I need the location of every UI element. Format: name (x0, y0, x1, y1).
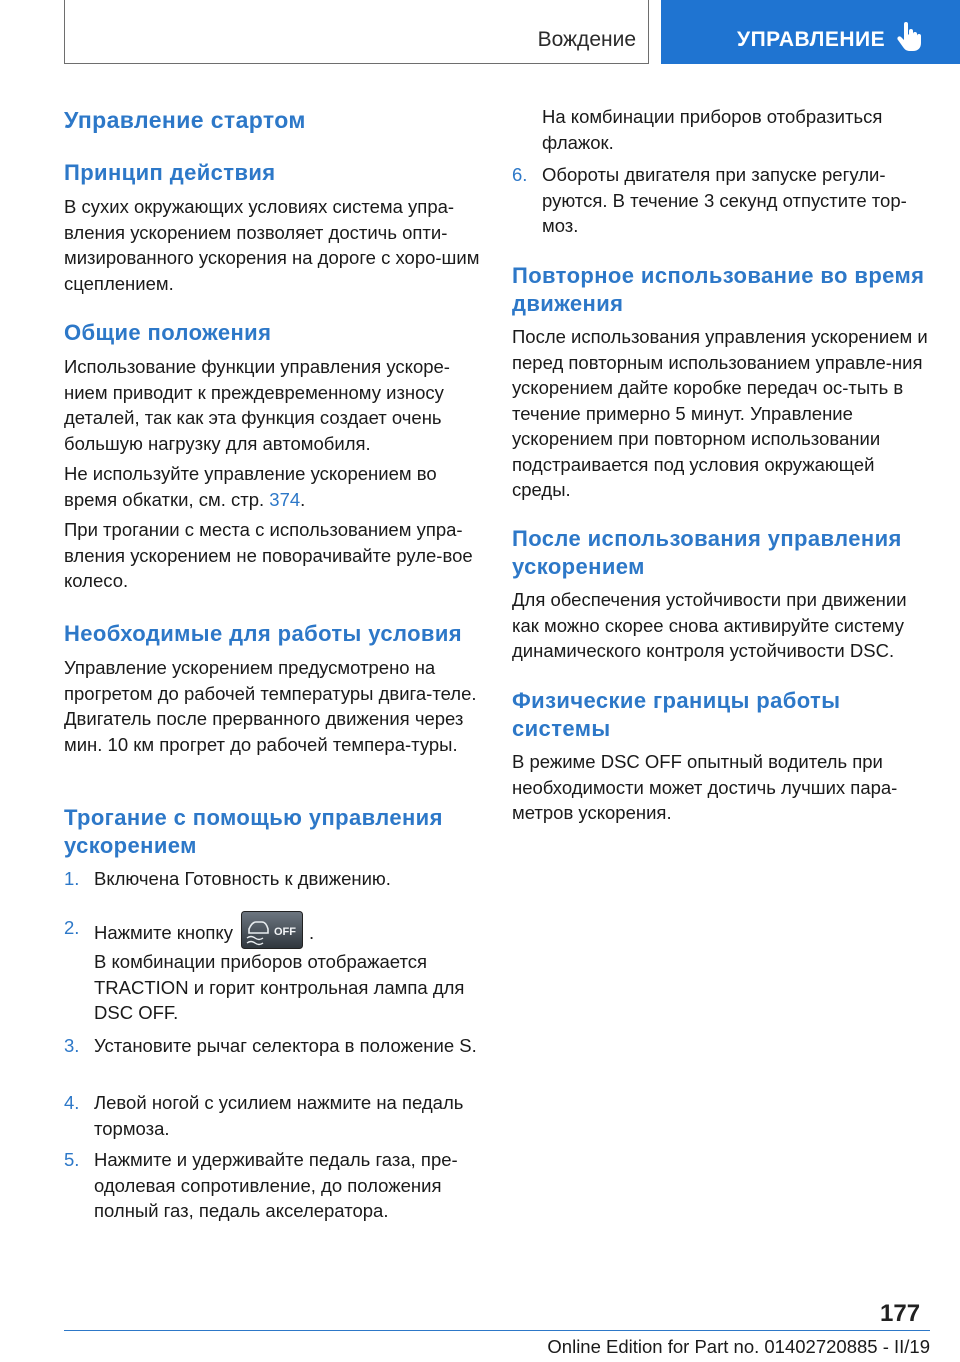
header-section-label: Вождение (537, 28, 636, 51)
reuse-text: После использования управления ускорением и перед повторным использованием управле-ния ускорением дайте коробке передач ос-тыть в течение примерно 5 минут. Управление ускорением при повторном использовании подстраивается под условия окружающей среды. (512, 326, 928, 500)
step-text: Нажмите и удерживайте педаль газа, пре-одолевая сопротивление, до положения полный газ, педаль акселератора. (94, 1149, 458, 1221)
step-text: Левой ногой с усилием нажмите на педаль тормоза. (94, 1092, 464, 1139)
heading-startoff: Трогание с помощью управления ускорением (64, 805, 443, 858)
footer-edition: Online Edition for Part no. 01402720885 - II/19 (547, 1336, 930, 1357)
dsc-off-button-icon (241, 911, 303, 949)
step-text (94, 915, 480, 953)
step-2-text-after: . (308, 921, 315, 943)
step-number: 5. (64, 1149, 80, 1170)
step-text: Обороты двигателя при запуске регули-руются. В течение 3 секунд отпустите тор-моз. (542, 164, 907, 236)
header-chapter-tab (661, 0, 960, 64)
heading-after: После использования управления ускорением (512, 526, 902, 579)
step-text: Включена Готовность к движению. (94, 868, 391, 889)
header-chapter-label: УПРАВЛЕНИЕ (737, 28, 886, 51)
general-text-1: Использование функции управления ускоре-нием приводит к преждевременному износу деталей, так как эта функция создает очень большую нагрузку для автомобиля. (64, 356, 450, 454)
heading-general: Общие положения (64, 320, 272, 345)
dsc-off-icon-label: OFF (273, 926, 296, 938)
heading-conditions: Необходимые для работы условия (64, 621, 462, 646)
heading-principle: Принцип действия (64, 160, 276, 185)
step-number: 1. (64, 868, 80, 889)
step-2-text-before: Нажмите кнопку (94, 921, 233, 943)
heading-limits: Физические границы работы системы (512, 688, 841, 741)
step-number: 4. (64, 1092, 80, 1113)
general-text-2-main: Не используйте управление ускорением во время обкатки, см. стр. (64, 463, 437, 510)
footer-divider (64, 1330, 930, 1331)
step-text: Установите рычаг селектора в положение S. (94, 1035, 477, 1056)
page-number: 177 (880, 1300, 921, 1327)
heading-reuse: Повторное использование во время движения (512, 263, 925, 316)
principle-text: В сухих окружающих условиях система упра-вления ускорением позволяет достичь опти-мизированного ускорения на дороге с хоро-шим сцеплением. (64, 196, 480, 294)
page-reference-link[interactable]: 374 (269, 488, 301, 510)
general-text-2 (64, 461, 480, 512)
hand-pointer-icon (896, 22, 922, 52)
step-number: 2. (64, 917, 80, 938)
after-text: Для обеспечения устойчивости при движении как можно скорее снова активируйте систему динамического контроля устойчивости DSC. (512, 589, 907, 661)
page-title: Управление стартом (64, 107, 306, 133)
step-number: 6. (512, 164, 528, 185)
header-section-tab (64, 0, 649, 64)
step-2-sub: В комбинации приборов отображается TRACTION и горит контрольная лампа для DSC OFF. (94, 951, 465, 1023)
limits-text: В режиме DSC OFF опытный водитель при необходимости может достичь лучших пара-метров ускорения. (512, 751, 898, 823)
step-5-sub: На комбинации приборов отобразиться флажок. (542, 106, 883, 153)
general-text-3: При трогании с места с использованием упра-вления ускорением не поворачивайте руле-вое колесо. (64, 519, 473, 591)
general-text-2-end: . (300, 488, 306, 510)
step-number: 3. (64, 1035, 80, 1056)
conditions-text: Управление ускорением предусмотрено на прогретом до рабочей температуры двига-теле. Двигатель после прерванного движения через мин. 10 км прогрет до рабочей темпера-туры. (64, 657, 477, 755)
